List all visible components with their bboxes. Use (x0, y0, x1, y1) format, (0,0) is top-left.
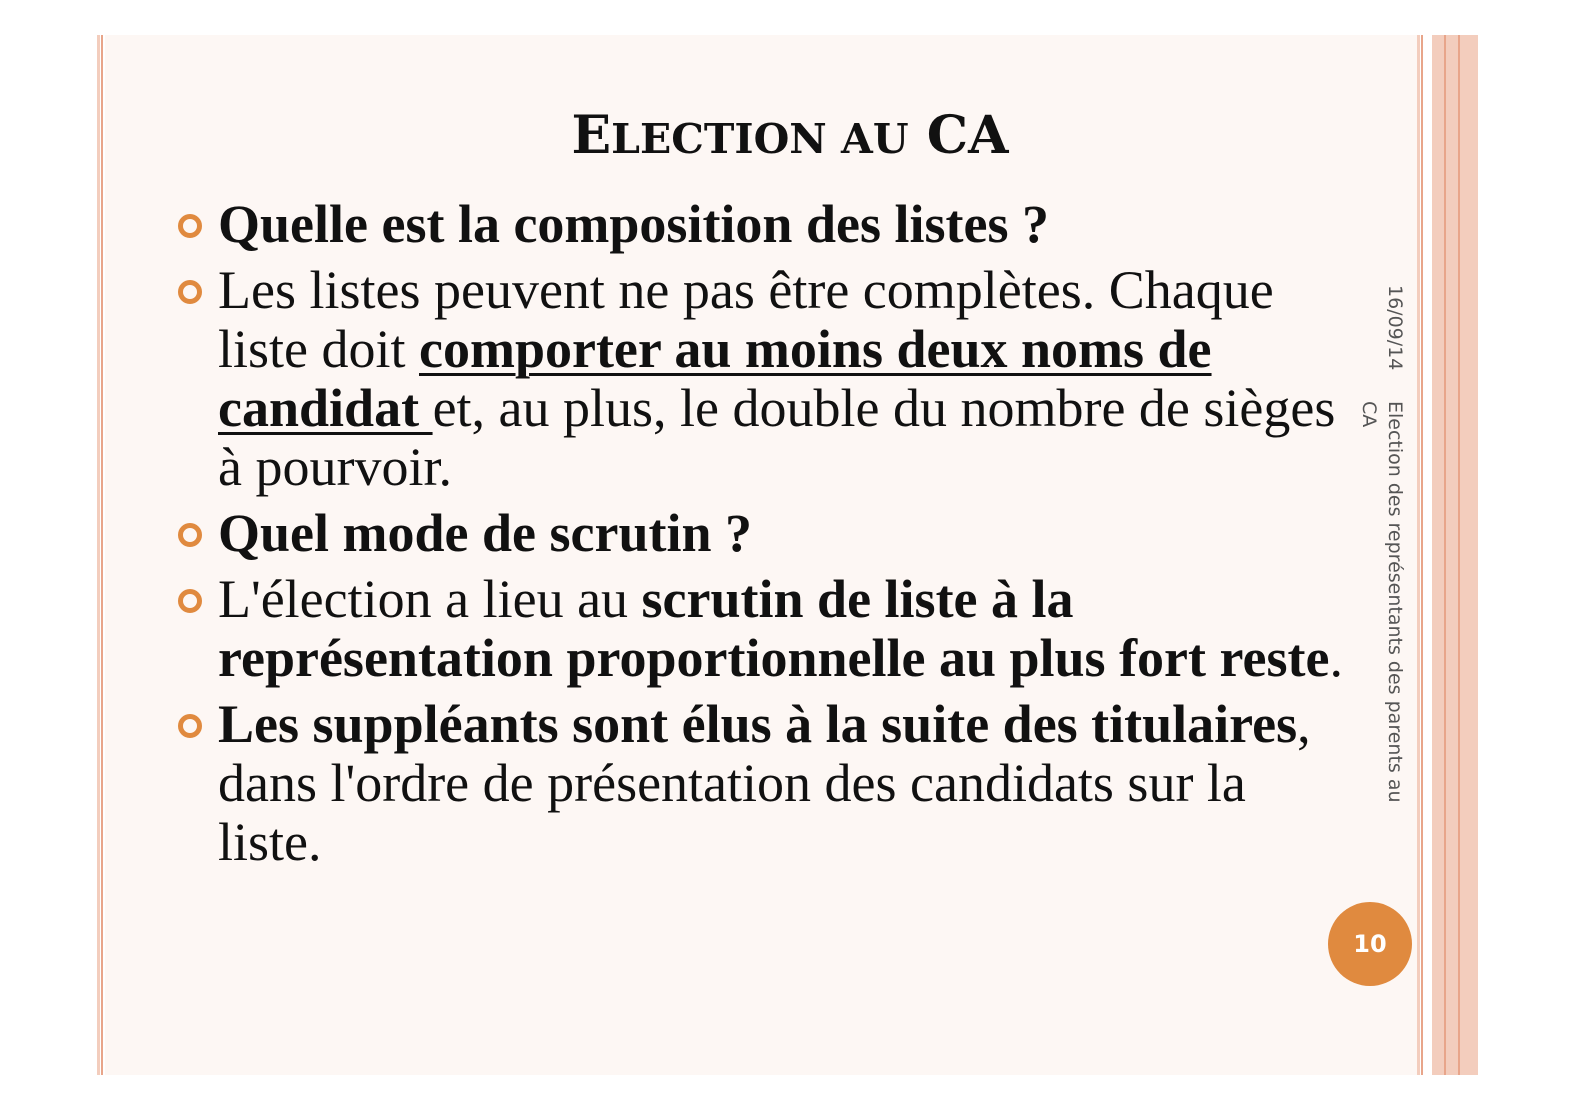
bullet-item (178, 195, 1348, 254)
bullet-item (178, 570, 1348, 688)
footer-line-2: CA (1358, 401, 1380, 428)
bullet-text: et, au plus, le double du nombre de sièges à pourvoir. (218, 378, 1336, 497)
left-border-line (97, 35, 100, 1075)
bullet-text: Les suppléants sont élus à la suite des titulaires (218, 694, 1298, 754)
bullet-text: Quel mode de scrutin ? (218, 503, 752, 563)
bullet-marker-icon (178, 589, 202, 613)
bullet-item (178, 261, 1348, 497)
bullet-text: . (1329, 628, 1343, 688)
bullet-text: scrutin de liste à la représentation proportionnelle au plus fort reste (218, 569, 1330, 688)
bullet-marker-icon (178, 214, 202, 238)
title-suffix: CA (926, 105, 1009, 166)
bullet-text: comporter au moins deux noms de candidat (218, 319, 1212, 438)
bullet-item (178, 695, 1348, 872)
footer-line-1: Election des représentants des parents au (1384, 401, 1406, 803)
right-border-band (1432, 35, 1444, 1075)
right-border-line (1417, 35, 1420, 1075)
page-number-badge (1328, 902, 1412, 986)
right-border-band (1460, 35, 1478, 1075)
bullet-text: Quelle est la composition des listes ? (218, 194, 1049, 254)
right-border-band (1446, 35, 1458, 1075)
bullet-marker-icon (178, 714, 202, 738)
page-number: 10 (1353, 930, 1387, 958)
right-border-line (1421, 35, 1423, 1075)
bullet-list (178, 195, 1348, 872)
bullet-text: Les listes peuvent ne pas être complètes. Chaque liste doit (218, 260, 1274, 379)
title-smallcaps: LECTION AU (611, 115, 909, 163)
bullet-marker-icon (178, 280, 202, 304)
bullet-marker-icon (178, 523, 202, 547)
bullet-text: , dans l'ordre de présentation des candidats sur la liste. (218, 694, 1311, 872)
slide-footer (1356, 401, 1408, 803)
bullet-text: L'élection a lieu au (218, 569, 642, 629)
title-first-letter: E (571, 105, 612, 166)
bullet-item (178, 504, 1348, 563)
left-border-line (101, 35, 103, 1075)
slide-date: 16/09/14 (1384, 285, 1406, 371)
slide-title (0, 105, 1580, 166)
